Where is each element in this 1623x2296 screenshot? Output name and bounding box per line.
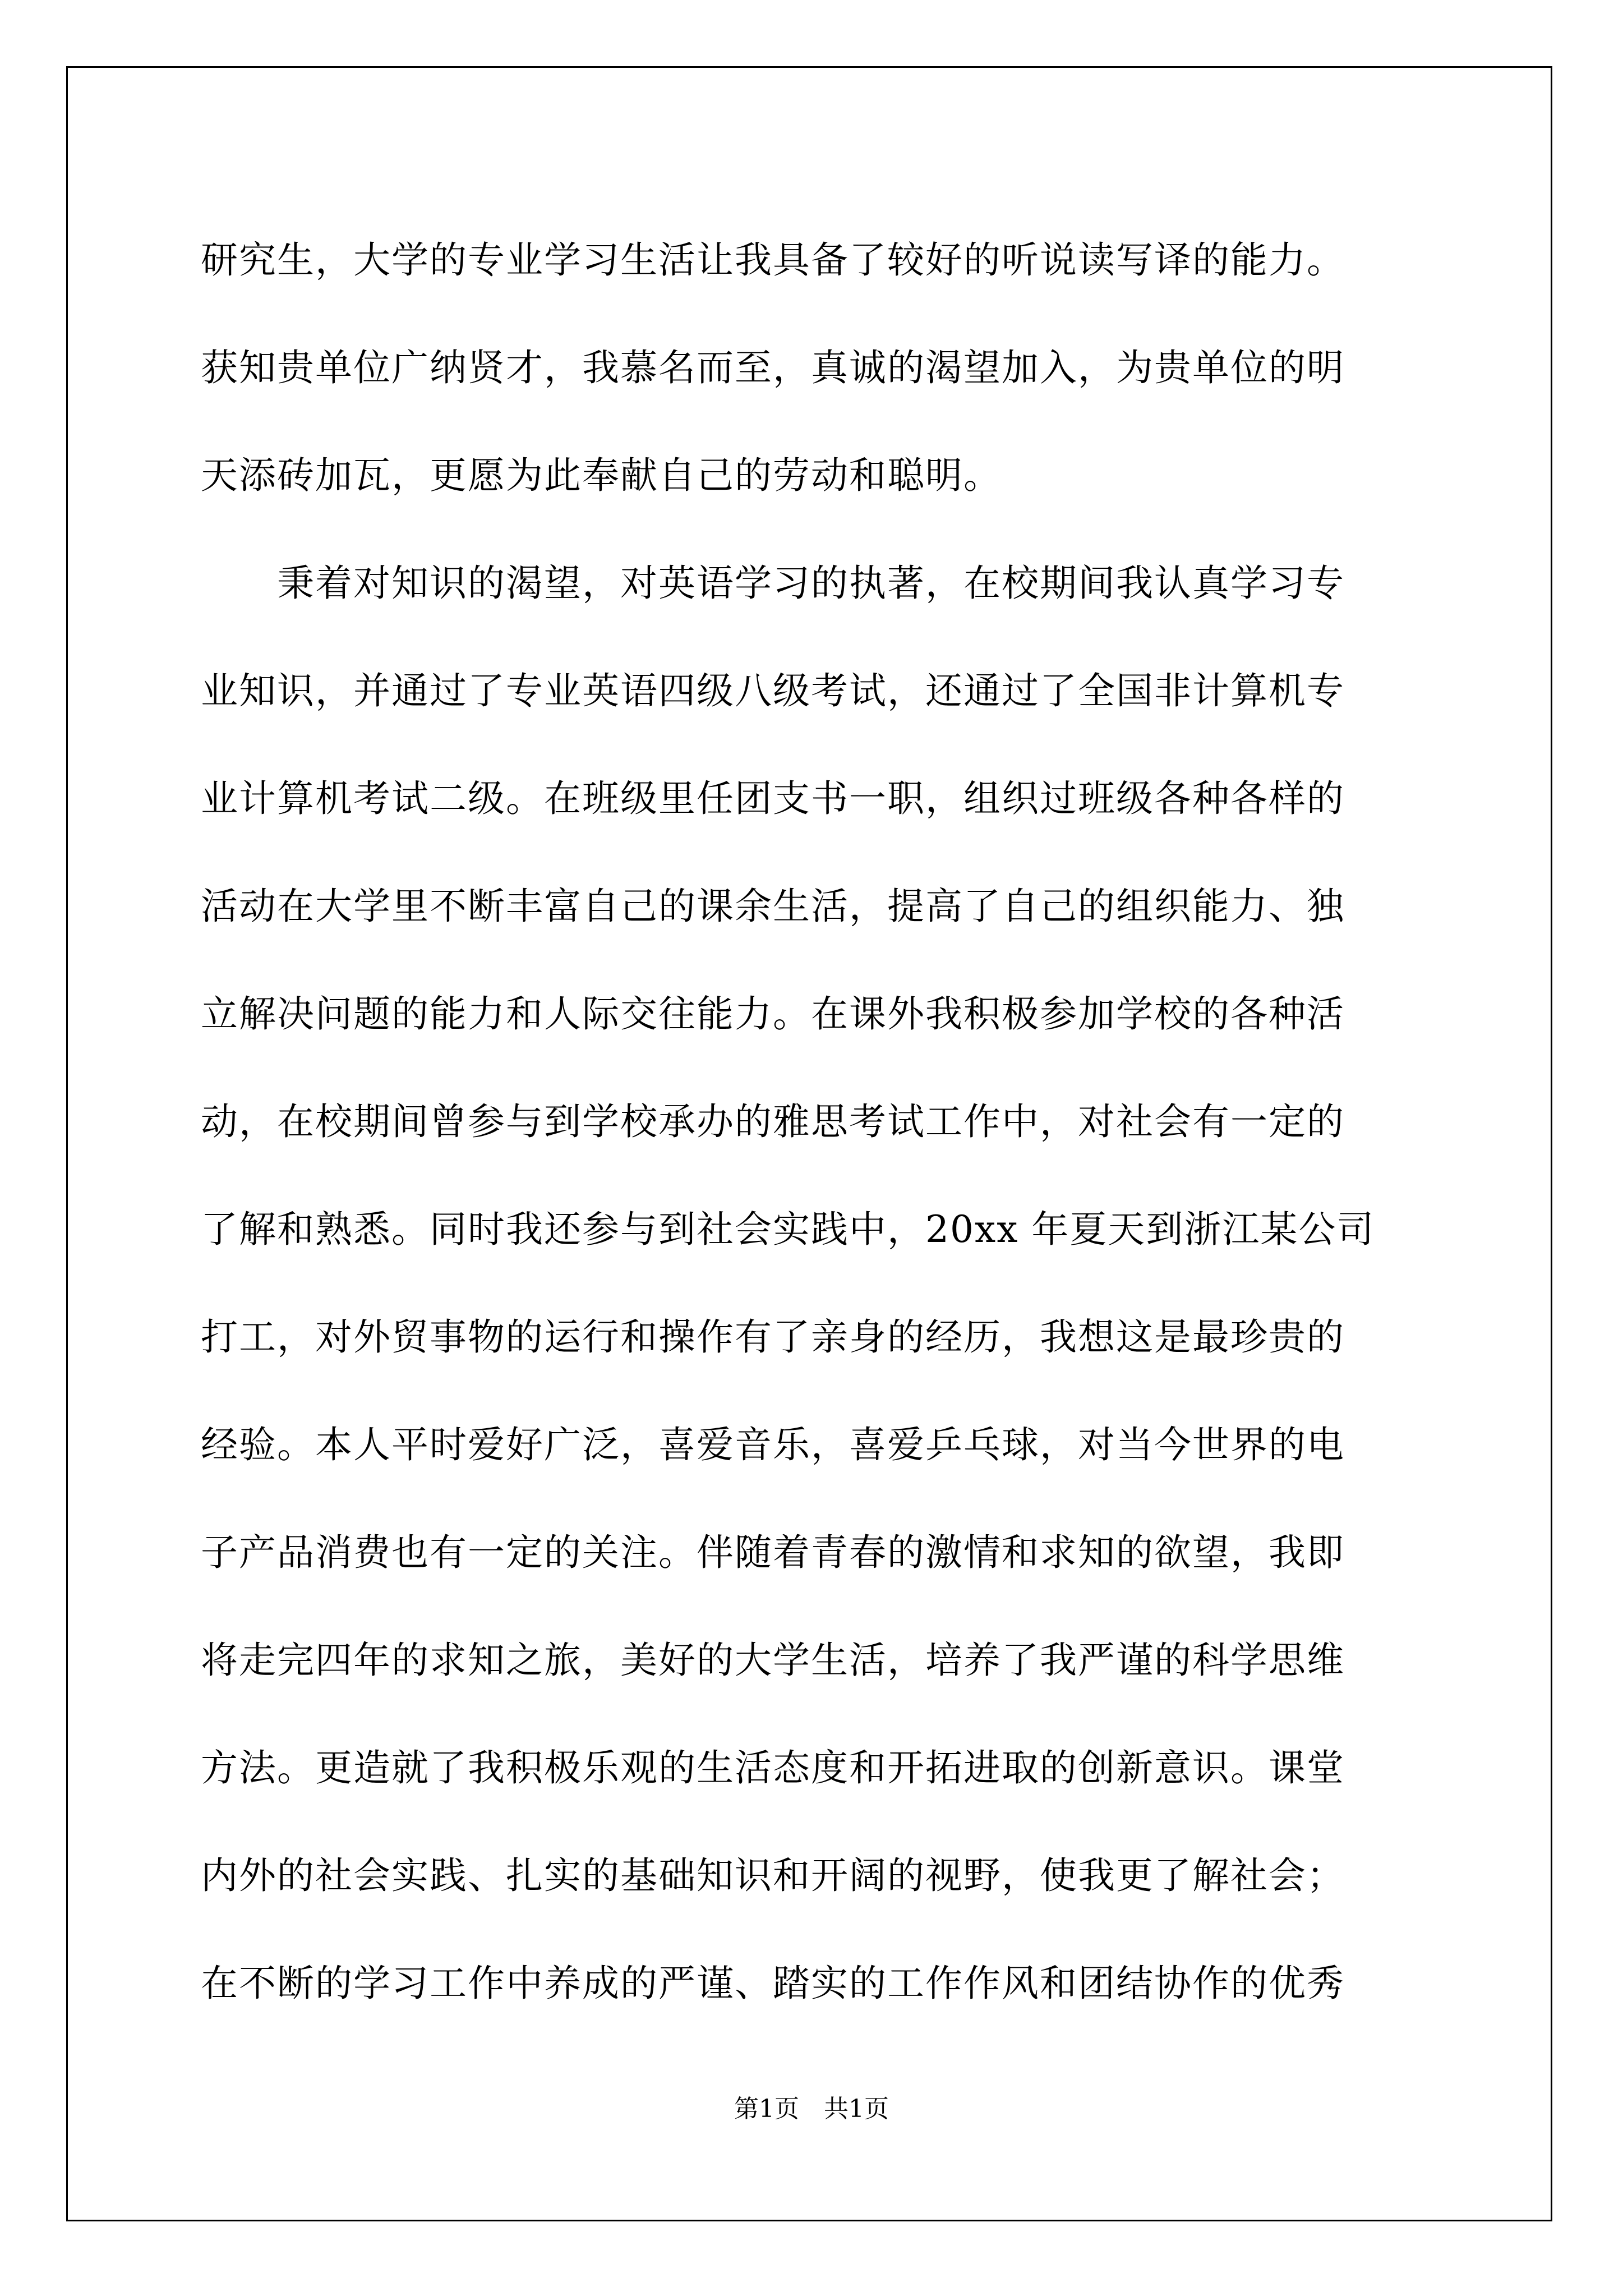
text-line: 业知识，并通过了专业英语四级八级考试，还通过了全国非计算机专	[201, 669, 1345, 712]
text-line: 活动在大学里不断丰富自己的课余生活，提高了自己的组织能力、独	[201, 885, 1345, 928]
text-line: 立解决问题的能力和人际交往能力。在课外我积极参加学校的各种活	[201, 992, 1345, 1036]
page-footer: 第1页 共1页	[734, 2095, 889, 2123]
text-line: 研究生，大学的专业学习生活让我具备了较好的听说读写译的能力。	[201, 238, 1345, 282]
document-body	[201, 206, 1429, 2037]
text-line: 在不断的学习工作中养成的严谨、踏实的工作作风和团结协作的优秀	[201, 1962, 1345, 2005]
text-line: 天添砖加瓦，更愿为此奉献自己的劳动和聪明。	[201, 454, 1002, 497]
text-line: 业计算机考试二级。在班级里任团支书一职，组织过班级各种各样的	[201, 777, 1345, 820]
text-line: 动，在校期间曾参与到学校承办的雅思考试工作中，对社会有一定的	[201, 1100, 1345, 1143]
text-line: 获知贵单位广纳贤才，我慕名而至，真诚的渴望加入，为贵单位的明	[201, 346, 1345, 389]
text-line: 将走完四年的求知之旅，美好的大学生活，培养了我严谨的科学思维	[201, 1639, 1345, 1682]
text-line: 方法。更造就了我积极乐观的生活态度和开拓进取的创新意识。课堂	[201, 1746, 1345, 1789]
text-line: 经验。本人平时爱好广泛，喜爱音乐，喜爱乒乓球，对当今世界的电	[201, 1423, 1345, 1466]
text-line: 打工，对外贸事物的运行和操作有了亲身的经历，我想这是最珍贵的	[201, 1315, 1345, 1359]
text-line: 内外的社会实践、扎实的基础知识和开阔的视野，使我更了解社会；	[201, 1854, 1345, 1897]
text-line: 秉着对知识的渴望，对英语学习的执著，在校期间我认真学习专	[201, 562, 1345, 605]
text-line: 了解和熟悉。同时我还参与到社会实践中，20xx 年夏天到浙江某公司	[201, 1208, 1375, 1251]
text-line: 子产品消费也有一定的关注。伴随着青春的激情和求知的欲望，我即	[201, 1531, 1345, 1574]
